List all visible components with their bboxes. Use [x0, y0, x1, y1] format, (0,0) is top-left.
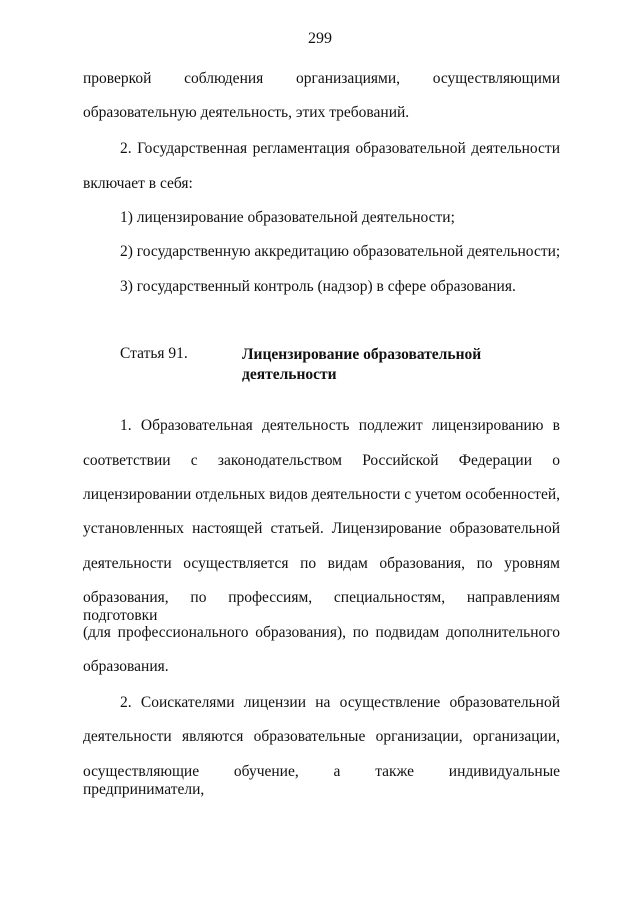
text-line	[83, 70, 560, 88]
list-item: 3) государственный контроль (надзор) в сфере образования.	[120, 278, 516, 295]
word: соблюдения	[184, 70, 264, 87]
text-line: соответствии с законодательством Российской Федерации о	[83, 452, 560, 469]
list-item: 2) государственную аккредитацию образовательной деятельности;	[120, 243, 561, 260]
word: осуществляющими	[432, 70, 561, 87]
text-line: (для профессионального образования), по подвидам дополнительного	[83, 624, 560, 641]
text-line: установленных настоящей статьей. Лицензирование образовательной	[83, 520, 560, 537]
word: проверкой	[83, 70, 152, 87]
article-title	[242, 345, 532, 385]
text-line: осуществляющие обучение, а также индивидуальные предприниматели,	[83, 763, 560, 798]
text-line: деятельности являются образовательные организации, организации,	[83, 728, 560, 745]
word: организациями,	[295, 70, 401, 87]
text-line: 2. Соискателями лицензии на осуществление образовательной	[120, 694, 560, 711]
article-label: Статья 91.	[120, 345, 188, 362]
text-line: образовательную деятельность, этих требований.	[83, 104, 410, 121]
text-line: образования.	[83, 658, 169, 675]
text-line: включает в себя:	[83, 175, 193, 192]
text-line: 1. Образовательная деятельность подлежит лицензированию в	[120, 417, 560, 434]
article-title-line: Лицензирование образовательной	[242, 346, 482, 363]
text-line: образования, по профессиям, специальностям, направлениям подготовки	[83, 589, 560, 624]
page-number: 299	[308, 30, 332, 47]
text-line: деятельности осуществляется по видам образования, по уровням	[83, 555, 560, 572]
article-title-line: деятельности	[242, 366, 337, 383]
list-item: 1) лицензирование образовательной деятельности;	[120, 209, 455, 226]
text-line: лицензировании отдельных видов деятельности с учетом особенностей,	[83, 486, 560, 503]
text-line: 2. Государственная регламентация образовательной деятельности	[120, 140, 560, 157]
